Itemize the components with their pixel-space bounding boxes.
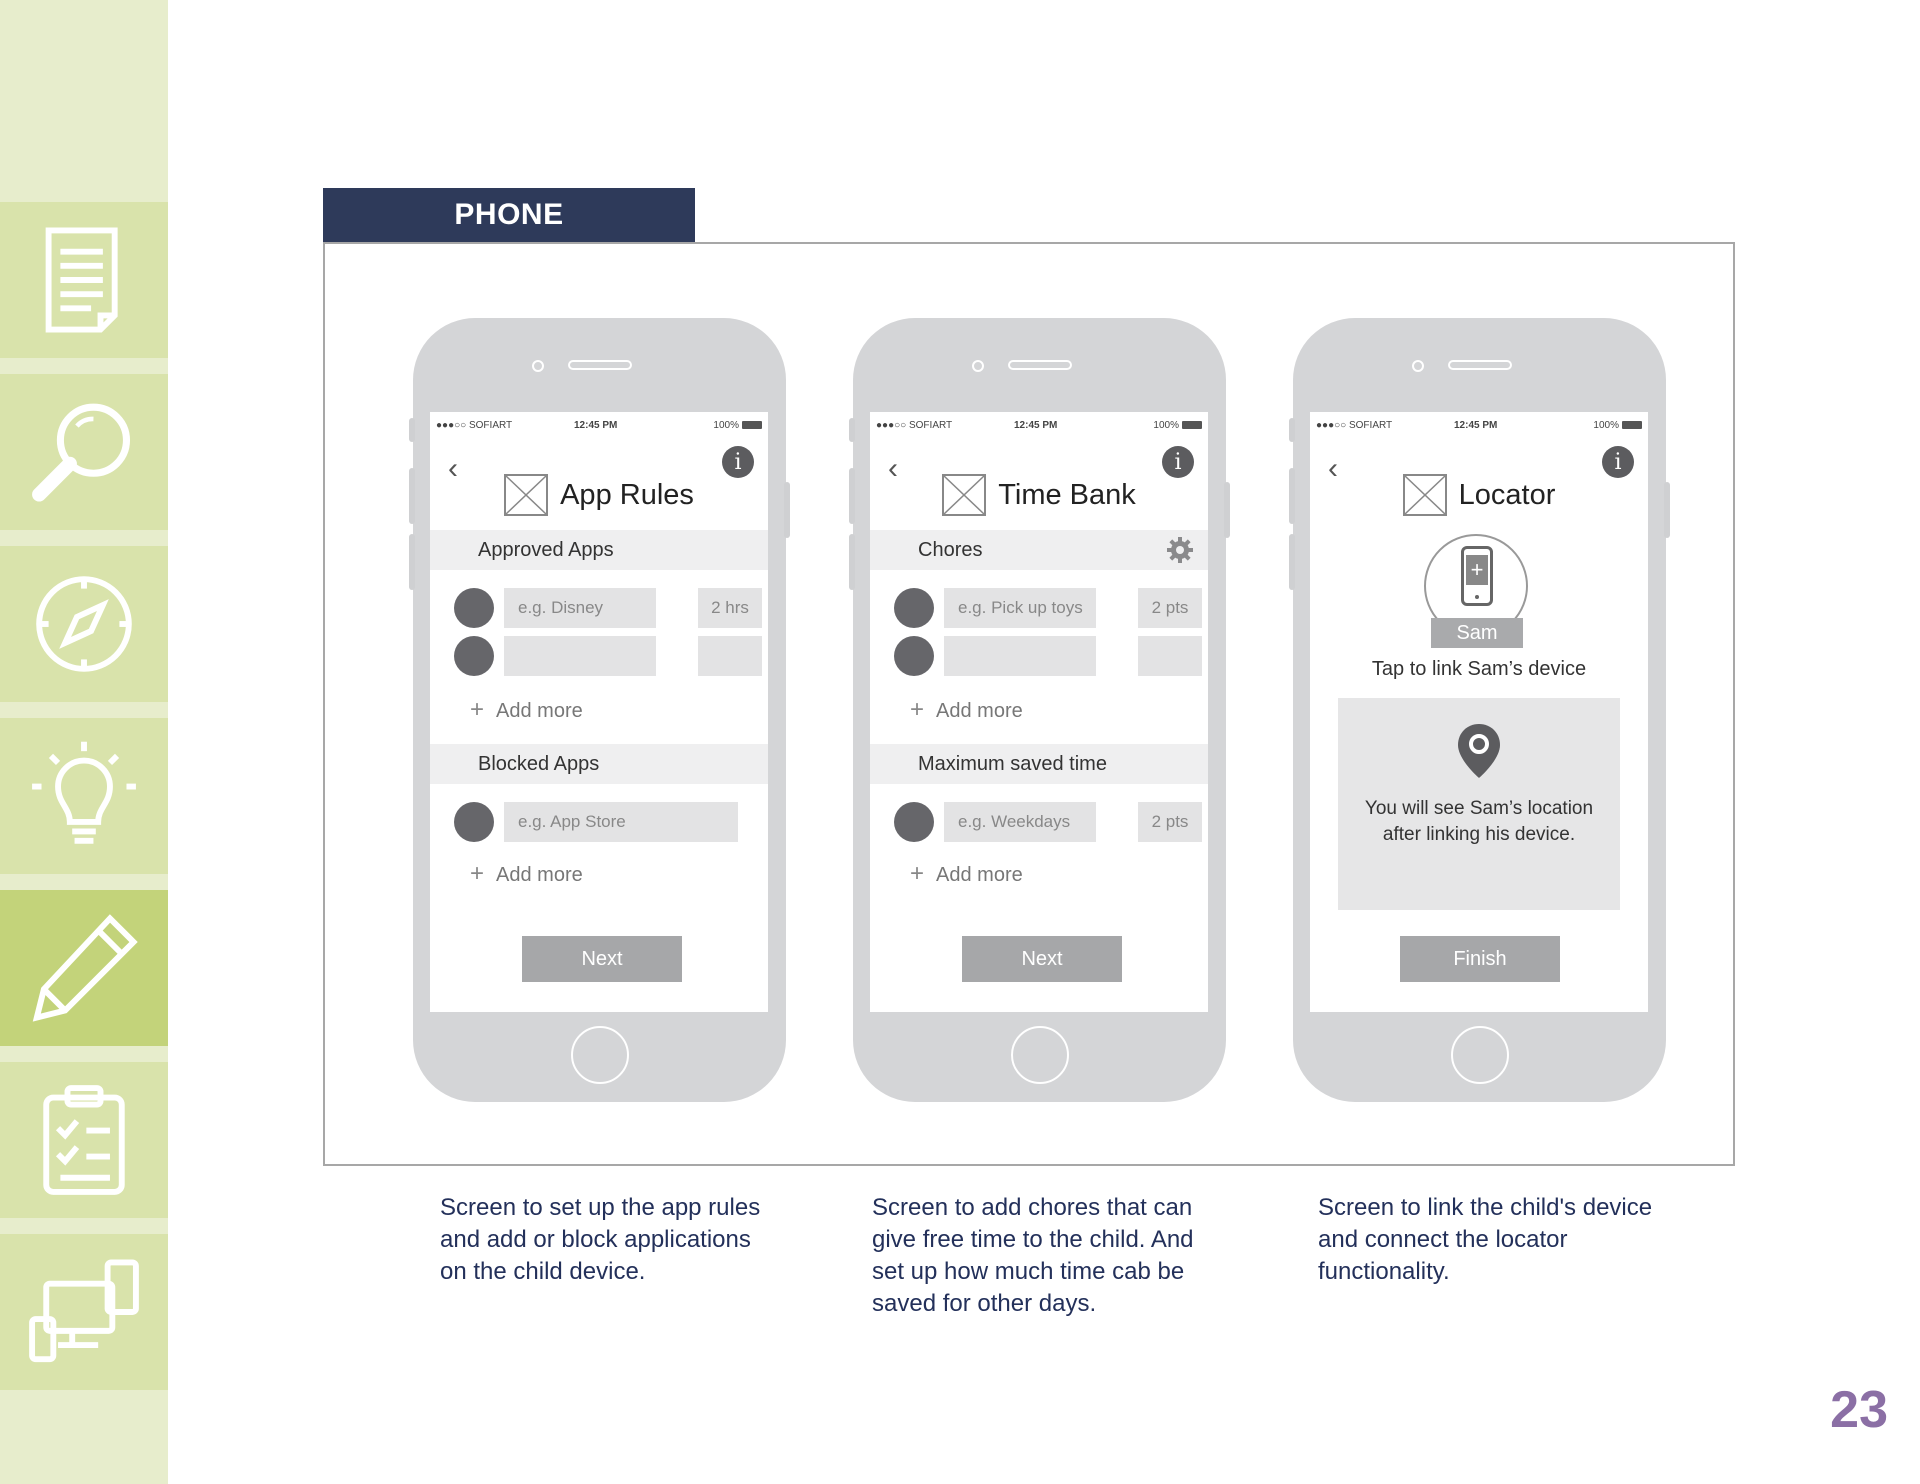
- caption-time-bank: Screen to add chores that can give free time to the child. And set up how much time cab be saved for other days.: [872, 1194, 1194, 1317]
- add-more-approved-button[interactable]: [470, 696, 583, 724]
- volume-up-button: [1289, 468, 1295, 524]
- image-placeholder-icon: [504, 474, 548, 516]
- battery-icon: [1182, 421, 1202, 429]
- battery-label: 100%: [1153, 420, 1179, 431]
- page-number: 23: [1830, 1381, 1888, 1439]
- points-input[interactable]: 2 pts: [1138, 588, 1202, 628]
- device-home-dot: [1475, 595, 1479, 599]
- max-saved-time-header: Maximum saved time: [870, 744, 1208, 784]
- link-device-instruction: Tap to link Sam’s device: [1371, 658, 1587, 680]
- speaker: [1448, 360, 1512, 370]
- chores-header-label: Chores: [918, 538, 983, 561]
- mute-switch: [1289, 418, 1295, 442]
- next-button[interactable]: Next: [962, 936, 1122, 982]
- blocked-app-row: [454, 802, 754, 842]
- screen-title: Locator: [1458, 478, 1556, 511]
- back-icon[interactable]: ‹: [1328, 452, 1338, 485]
- volume-down-button: [409, 534, 415, 590]
- app-icon-placeholder: [454, 802, 494, 842]
- info-icon[interactable]: i: [1602, 446, 1634, 478]
- app-icon-placeholder: [454, 636, 494, 676]
- phone-app-rules: [413, 318, 786, 1102]
- battery-indicator: [1153, 420, 1202, 431]
- screen-header: [1310, 472, 1648, 518]
- sidebar-item-compass[interactable]: [0, 546, 168, 702]
- caption-locator: Screen to link the child's device and connect the locator functionality.: [1318, 1194, 1653, 1285]
- lightbulb-icon: [25, 737, 143, 855]
- status-time: 12:45 PM: [1014, 420, 1058, 431]
- compass-icon: [25, 565, 143, 683]
- plus-icon: +: [910, 860, 925, 887]
- app-name-input[interactable]: [504, 636, 656, 676]
- sidebar-item-document[interactable]: [0, 202, 168, 358]
- app-icon-placeholder: [454, 588, 494, 628]
- time-limit-input[interactable]: [698, 636, 762, 676]
- home-button: [571, 1026, 629, 1084]
- power-button: [1664, 482, 1670, 538]
- status-bar: [870, 420, 1208, 436]
- battery-label: 100%: [713, 420, 739, 431]
- checklist-icon: [25, 1081, 143, 1199]
- add-more-blocked-button[interactable]: [470, 860, 583, 888]
- volume-down-button: [1289, 534, 1295, 590]
- camera: [1412, 360, 1424, 372]
- phone-locator: [1293, 318, 1666, 1102]
- mute-switch: [409, 418, 415, 442]
- battery-label: 100%: [1593, 420, 1619, 431]
- sidebar-item-design[interactable]: [0, 890, 168, 1046]
- time-icon-placeholder: [894, 802, 934, 842]
- sidebar-item-search[interactable]: [0, 374, 168, 530]
- battery-icon: [1622, 421, 1642, 429]
- approved-app-row: [454, 588, 754, 628]
- screen: [430, 412, 768, 1012]
- chore-name-input[interactable]: [944, 636, 1096, 676]
- blocked-apps-header: Blocked Apps: [430, 744, 768, 784]
- child-name-tag: Sam: [1431, 618, 1523, 648]
- carrier-label: ●●●○○ SOFIART: [1316, 420, 1393, 431]
- add-more-label: Add more: [936, 700, 1023, 722]
- chores-header: [870, 530, 1208, 570]
- image-placeholder-icon: [1403, 474, 1447, 516]
- battery-indicator: [713, 420, 762, 431]
- sidebar-item-checklist[interactable]: [0, 1062, 168, 1218]
- blocked-app-input[interactable]: e.g. App Store: [504, 802, 738, 842]
- battery-icon: [742, 421, 762, 429]
- screen-header: [870, 472, 1208, 518]
- carrier-label: ●●●○○ SOFIART: [876, 420, 953, 431]
- add-device-icon[interactable]: [1461, 546, 1493, 606]
- add-more-label: Add more: [496, 864, 583, 886]
- back-icon[interactable]: ‹: [888, 452, 898, 485]
- camera: [972, 360, 984, 372]
- plus-icon: +: [470, 860, 485, 887]
- location-message: You will see Sam’s location after linking his device.: [1364, 798, 1594, 845]
- document-icon: [25, 221, 143, 339]
- status-time: 12:45 PM: [1454, 420, 1498, 431]
- add-more-label: Add more: [936, 864, 1023, 886]
- location-info-box: [1338, 698, 1620, 910]
- speaker: [1008, 360, 1072, 370]
- points-input[interactable]: 2 pts: [1138, 802, 1202, 842]
- status-bar: [1310, 420, 1648, 436]
- screen-title: App Rules: [560, 478, 694, 511]
- volume-up-button: [849, 468, 855, 524]
- devices-icon: [25, 1253, 143, 1371]
- chore-row: [894, 636, 1194, 676]
- sidebar-item-devices[interactable]: [0, 1234, 168, 1390]
- finish-button[interactable]: Finish: [1400, 936, 1560, 982]
- time-limit-input[interactable]: 2 hrs: [698, 588, 762, 628]
- add-more-chores-button[interactable]: [910, 696, 1023, 724]
- info-icon[interactable]: i: [722, 446, 754, 478]
- pencil-icon: [25, 909, 143, 1027]
- points-input[interactable]: [1138, 636, 1202, 676]
- info-icon[interactable]: i: [1162, 446, 1194, 478]
- gear-icon[interactable]: [1166, 536, 1194, 564]
- camera: [532, 360, 544, 372]
- power-button: [1224, 482, 1230, 538]
- status-time: 12:45 PM: [574, 420, 618, 431]
- section-tag: PHONE: [323, 188, 695, 242]
- battery-indicator: [1593, 420, 1642, 431]
- screen-header: [430, 472, 768, 518]
- image-placeholder-icon: [942, 474, 986, 516]
- sidebar-item-ideas[interactable]: [0, 718, 168, 874]
- chore-icon-placeholder: [894, 636, 934, 676]
- add-more-label: Add more: [496, 700, 583, 722]
- add-more-saved-time-button[interactable]: [910, 860, 1023, 888]
- chore-name-input[interactable]: e.g. Pick up toys: [944, 588, 1096, 628]
- approved-app-row: [454, 636, 754, 676]
- saved-time-input[interactable]: e.g. Weekdays: [944, 802, 1096, 842]
- location-pin-icon: [1456, 722, 1502, 780]
- speaker: [568, 360, 632, 370]
- caption-app-rules: Screen to set up the app rules and add or block applications on the child device.: [440, 1194, 761, 1285]
- screen: [870, 412, 1208, 1012]
- plus-icon: +: [910, 696, 925, 723]
- screen-title: Time Bank: [998, 478, 1136, 511]
- home-button: [1451, 1026, 1509, 1084]
- home-button: [1011, 1026, 1069, 1084]
- volume-down-button: [849, 534, 855, 590]
- saved-time-row: [894, 802, 1194, 842]
- sidebar: [0, 0, 168, 1484]
- power-button: [784, 482, 790, 538]
- plus-icon: +: [1466, 555, 1488, 585]
- chore-row: [894, 588, 1194, 628]
- back-icon[interactable]: ‹: [448, 452, 458, 485]
- search-icon: [25, 393, 143, 511]
- app-name-input[interactable]: e.g. Disney: [504, 588, 656, 628]
- carrier-label: ●●●○○ SOFIART: [436, 420, 513, 431]
- next-button[interactable]: Next: [522, 936, 682, 982]
- mute-switch: [849, 418, 855, 442]
- plus-icon: +: [470, 696, 485, 723]
- approved-apps-header: Approved Apps: [430, 530, 768, 570]
- screen: [1310, 412, 1648, 1012]
- chore-icon-placeholder: [894, 588, 934, 628]
- phone-time-bank: [853, 318, 1226, 1102]
- volume-up-button: [409, 468, 415, 524]
- status-bar: [430, 420, 768, 436]
